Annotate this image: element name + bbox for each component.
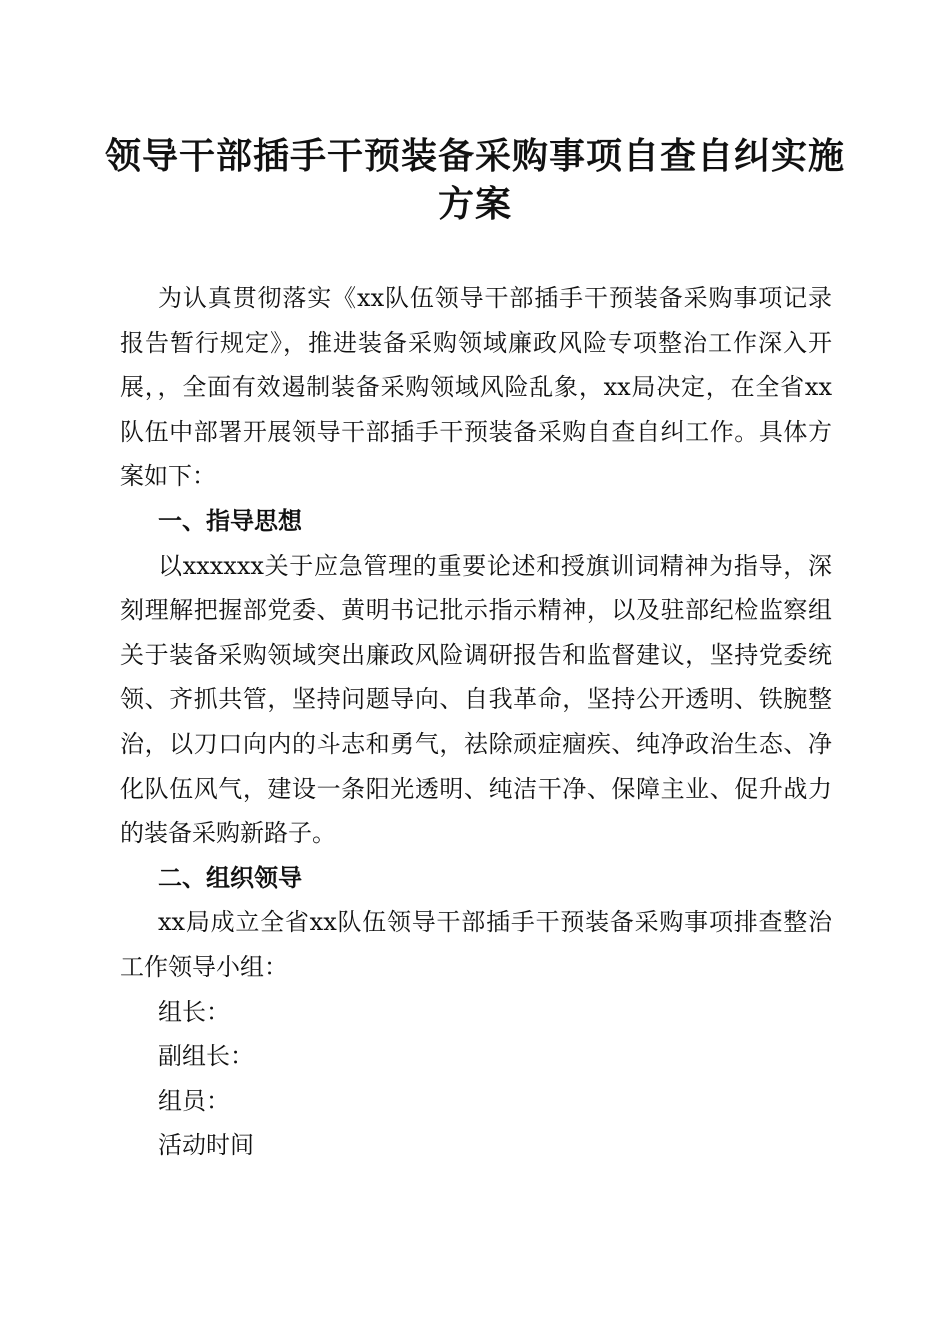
activity-time-label: 活动时间 [158, 1131, 254, 1160]
intro-paragraph: 为认真贯彻落实《xx队伍领导干部插手干预装备采购事项记录报告暂行规定》，推进装备采购领域廉政风险专项整治工作深入开展，，全面有效遏制装备采购领域风险乱象，xx局决定，在全省xx队伍中部署开展领导干部插手干预装备采购自查自纠工作。具体方案如下： [120, 284, 832, 491]
member-label: 组员： [158, 1086, 230, 1115]
title-line-1: 领导干部插手干预装备采购事项自查自纠实施 [104, 135, 845, 177]
title-line-2: 方案 [437, 183, 512, 225]
guiding-ideology-paragraph: 以xxxxxx关于应急管理的重要论述和授旗训词精神为指导，深刻理解把握部党委、黄明书记批示指示精神，以及驻部纪检监察组关于装备采购领域突出廉政风险调研报告和监督建议，坚持党委统领、齐抓共管，坚持问题导向、自我革命，坚持公开透明、铁腕整治，以刀口向内的斗志和勇气，祛除顽症痼疾、纯净政治生态、净化队伍风气，建设一条阳光透明、纯洁干净、保障主业、促升战力的装备采购新路子。 [120, 551, 832, 848]
organization-paragraph: xx局成立全省xx队伍领导干部插手干预装备采购事项排查整治工作领导小组： [120, 908, 832, 981]
section-heading-guiding-ideology: 一、指导思想 [158, 506, 302, 535]
document-title [80, 132, 870, 228]
document-body [120, 276, 832, 1168]
leader-label: 组长： [158, 997, 230, 1026]
section-heading-organization: 二、组织领导 [158, 863, 302, 892]
deputy-leader-label: 副组长： [158, 1042, 254, 1071]
